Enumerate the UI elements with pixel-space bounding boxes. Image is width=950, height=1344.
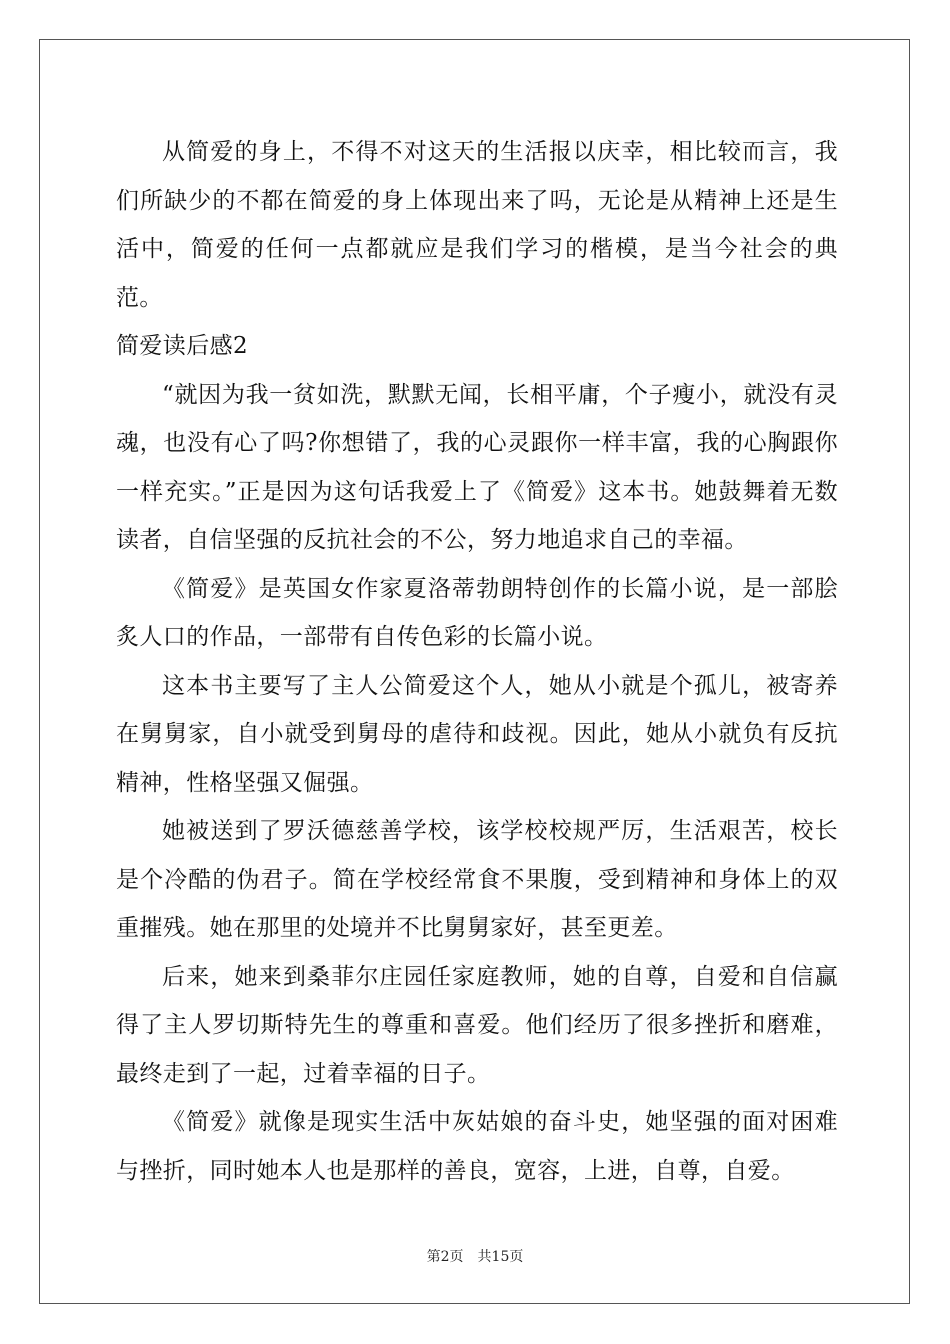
document-body [116,128,838,1195]
page-total: 共15页 [477,1249,524,1265]
page-number: 第2页 [426,1249,464,1265]
paragraph-5: 她被送到了罗沃德慈善学校，该学校校规严厉，生活艰苦，校长是个冷酷的伪君子。简在学校经常食不果腹，受到精神和身体上的双重摧残。她在那里的处境并不比舅舅家好，甚至更差。 [116,818,838,941]
paragraph-4: 这本书主要写了主人公简爱这个人，她从小就是个孤儿，被寄养在舅舅家，自小就受到舅母的虐待和歧视。因此，她从小就负有反抗精神，性格坚强又倔强。 [116,672,838,796]
paragraph-3: 《简爱》是英国女作家夏洛蒂勃朗特创作的长篇小说，是一部脍炙人口的作品，一部带有自传色彩的长篇小说。 [116,575,838,650]
paragraph-2: “就因为我一贫如洗，默默无闻，长相平庸，个子瘦小，就没有灵魂，也没有心了吗?你想错了，我的心灵跟你一样丰富，我的心胸跟你一样充实。”正是因为这句话我爱上了《简爱》这本书。她鼓舞着无数读者，自信坚强的反抗社会的不公，努力地追求自己的幸福。 [116,381,838,553]
page-footer [0,1246,950,1266]
section-heading: 简爱读后感2 [116,333,249,359]
paragraph-1: 从简爱的身上，不得不对这天的生活报以庆幸，相比较而言，我们所缺少的不都在简爱的身上体现出来了吗，无论是从精神上还是生活中，简爱的任何一点都就应是我们学习的楷模，是当今社会的典范。 [116,139,838,311]
paragraph-6: 后来，她来到桑菲尔庄园任家庭教师，她的自尊，自爱和自信赢得了主人罗切斯特先生的尊重和喜爱。他们经历了很多挫折和磨难，最终走到了一起，过着幸福的日子。 [116,963,838,1087]
paragraph-7: 《简爱》就像是现实生活中灰姑娘的奋斗史，她坚强的面对困难与挫折，同时她本人也是那样的善良，宽容，上进，自尊，自爱。 [116,1109,838,1184]
